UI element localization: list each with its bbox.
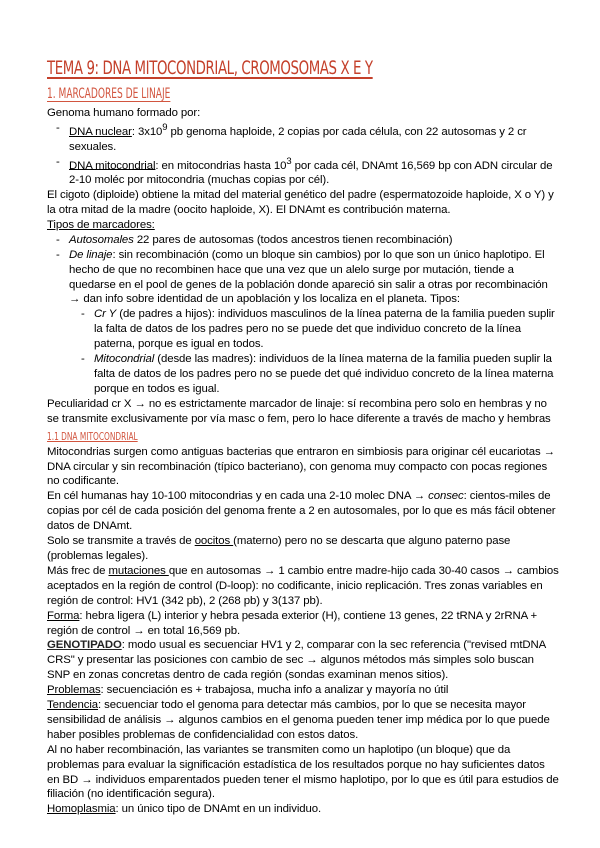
text: Solo se transmite a través de bbox=[47, 535, 195, 548]
term: DNA mitocondrial bbox=[69, 159, 156, 172]
term: Cr Y bbox=[94, 308, 117, 321]
text: (de padres a hijos): individuos masculinos de la línea paterna de la familia pueden suplir la falta de datos de los padres pero no se puede det que individuo concreto de la línea paterna, porque es igual en todos. bbox=[94, 308, 555, 351]
term: De linaje bbox=[69, 248, 113, 261]
list-item bbox=[47, 121, 559, 155]
superscript: 9 bbox=[162, 121, 168, 133]
text: (materno) pero no se descarta que alguno paterno pase (problemas legales). bbox=[47, 535, 511, 562]
term: Autosomales bbox=[69, 233, 134, 246]
text: por cada cél, DNAmt 16,569 bp con ADN circular de 2-10 moléc por mitocondria (muchas copias por cél). bbox=[69, 159, 553, 187]
paragraph bbox=[47, 609, 559, 639]
paragraph bbox=[47, 802, 559, 817]
paragraph: Peculiaridad cr X → no es estrictamente marcador de linaje: sí recombina pero solo en hembras y no se transmite exclusivamente por vía masc o fem, pero lo hace diferente a través de macho y hembras bbox=[47, 397, 551, 425]
text: En cél humanas hay 10-100 mitocondrias y en cada una 2-10 molec DNA → bbox=[47, 490, 429, 503]
text: Más frec de bbox=[47, 564, 109, 577]
paragraph bbox=[47, 683, 559, 698]
text: : sin recombinación (como un bloque sin cambios) por lo que son un único haplotipo. El hecho de que no recombinen hace que una vez que un alelo surge por mutación, tiende a quedarse en el pool de genes de la población donde apareció sin salir a otras por recombinación → dan info sobre identidad de un apoblación y los localiza en el planeta. Tipos: bbox=[69, 248, 548, 306]
document-page bbox=[47, 54, 559, 817]
paragraph: El cigoto (diploide) obtiene la mitad del material genético del padre (espermatozoide haploide, X o Y) y la otra mitad de la madre (oocito haploide, X). El DNAmt es contribución materna. bbox=[47, 189, 554, 217]
term: Tendencia bbox=[47, 699, 99, 712]
text: : secuenciación es + trabajosa, mucha info a analizar y mayoría no útil bbox=[100, 684, 449, 697]
paragraph: Genoma humano formado por: bbox=[47, 107, 201, 119]
superscript: 3 bbox=[286, 155, 292, 167]
sub-list-item bbox=[47, 352, 559, 397]
paragraph bbox=[47, 218, 559, 233]
label: Tipos de marcadores: bbox=[47, 218, 155, 231]
text: : modo usual es secuenciar HV1 y 2, comparar con la sec referencia ("revised mtDNA CRS" y presentar las posiciones con cambio de sec → algunos métodos más simples solo buscan SNP en zonas concretas dentro de cada región (sondas examinan menos sitios). bbox=[47, 639, 546, 682]
term: Mitocondrial bbox=[94, 353, 155, 366]
text: : hebra ligera (L) interior y hebra pesada exterior (H), contiene 13 genes, 22 tRNA y 2rRNA + región de control → en total 16,569 pb. bbox=[47, 609, 538, 637]
list-item bbox=[47, 248, 559, 308]
text: : secuenciar todo el genoma para detectar más cambios, por lo que se necesita mayor sensibilidad de análisis → algunos cambios en el genoma pueden tener imp médica por lo que puede haber posibles problemas de confidencialidad con estos datos. bbox=[47, 699, 550, 741]
text: pb genoma haploide, 2 copias por cada célula, con 22 autosomas y 2 cr sexuales. bbox=[69, 125, 527, 153]
term: GENOTIPADO bbox=[47, 639, 122, 652]
text: : en mitocondrias hasta 10 bbox=[155, 159, 287, 172]
paragraph bbox=[47, 698, 559, 743]
text: que en autosomas → 1 cambio entre madre-hijo cada 30-40 casos → cambios aceptados en la región de control (D-loop): no codificante, inicio replicación. Tres zonas variables en región de control: HV1 (342 pb), 2 (268 pb) y 3(137 pb). bbox=[47, 564, 559, 607]
paragraph: Al no haber recombinación, las variantes se transmiten como un haplotipo (un bloque) que da problemas para evaluar la significación estadística de los resultados porque no hay suficientes datos en BD → individuos emparentados pueden tener el mismo haplotipo, por lo que es útil para estudios de filiación (no identificación segura). bbox=[47, 743, 559, 801]
document-title: TEMA 9: DNA MITOCONDRIAL, CROMOSOMAS X E Y bbox=[47, 57, 373, 79]
list-item bbox=[47, 233, 559, 248]
list-item bbox=[47, 155, 559, 189]
paragraph bbox=[47, 534, 559, 564]
paragraph bbox=[47, 489, 559, 534]
text: (desde las madres): individuos de la línea materna de la familia pueden suplir la falta de datos de los padres pero no se puede det qué individuo concreto de la línea materna porque en todos es igual. bbox=[94, 353, 554, 395]
paragraph: Mitocondrias surgen como antiguas bacterias que entraron en simbiosis para originar cél eucariotas → DNA circular y sin recombinación (típico bacteriano), con genoma muy compacto con pocas regiones no codificante. bbox=[47, 445, 555, 488]
term: DNA nuclear bbox=[69, 125, 132, 138]
paragraph bbox=[47, 638, 559, 683]
text: : cientos-miles de copias por cél de cada posición del genoma frente a 2 en autosomales, por lo que es más fácil obtener datos de DNAmt. bbox=[47, 490, 556, 533]
term: Forma bbox=[47, 609, 80, 622]
term: oocitos bbox=[194, 535, 234, 548]
section-heading: 1. MARCADORES DE LINAJE bbox=[47, 86, 171, 102]
term: Problemas bbox=[47, 684, 101, 697]
text: : un único tipo de DNAmt en un individuo. bbox=[115, 803, 322, 816]
text: 22 pares de autosomas (todos ancestros tienen recombinación) bbox=[133, 233, 453, 246]
term: mutaciones bbox=[108, 564, 169, 577]
paragraph bbox=[47, 564, 559, 609]
term: Homoplasmia bbox=[47, 803, 116, 816]
text: consec bbox=[428, 490, 464, 503]
subsection-heading: 1.1 DNA MITOCONDRIAL bbox=[47, 429, 138, 443]
text: : 3x10 bbox=[131, 125, 163, 138]
sub-list-item bbox=[47, 307, 559, 352]
